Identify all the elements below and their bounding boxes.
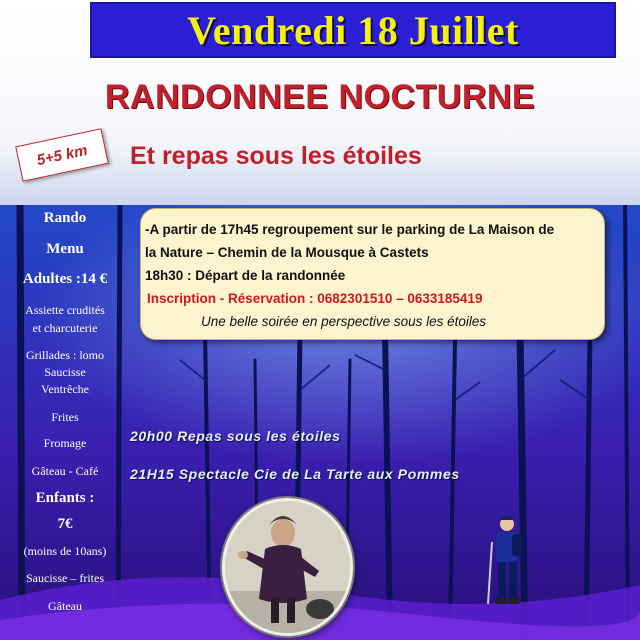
menu-line: Assiette crudités (25, 303, 105, 317)
event-date: Vendredi 18 Juillet (187, 7, 519, 53)
menu-line: Rando (43, 210, 87, 226)
menu-line: Ventrêche (41, 382, 89, 396)
info-box (140, 208, 605, 340)
menu-line: (moins de 10ans) (23, 544, 107, 558)
performer-illustration (225, 501, 350, 633)
menu-line: Frites (51, 410, 79, 424)
subtitle: Et repas sous les étoiles (130, 142, 422, 170)
menu-line: Adultes :14 € (22, 271, 108, 287)
tagline: Une belle soirée en perspective sous les étoiles (201, 314, 487, 329)
menu-line: Saucisse – frites (26, 571, 104, 585)
menu-line: Saucisse (44, 365, 86, 379)
menu-line: Gâteau (48, 599, 82, 613)
main-title: RANDONNEE NOCTURNE (104, 78, 536, 116)
menu-line: Gâteau - Café (31, 464, 99, 478)
performer-photo (222, 498, 353, 636)
reservation-phones: Inscription - Réservation : 0682301510 – 0633185419 (147, 291, 483, 306)
menu-line: Menu (46, 241, 84, 257)
hiker-icon (482, 512, 532, 612)
meeting-info: -A partir de 17h45 regroupement sur le parking de La Maison de (145, 222, 555, 237)
menu-line: Enfants : (35, 490, 95, 506)
menu-line: 7€ (57, 516, 73, 532)
event-dinner: 20h00 Repas sous les étoiles (130, 428, 341, 444)
distance-text: 5+5 km (35, 141, 89, 169)
menu-panel (6, 207, 124, 632)
date-banner (90, 2, 616, 58)
menu-line: Grillades : lomo (26, 348, 104, 362)
meeting-location: la Nature – Chemin de la Mousque à Castets (145, 245, 429, 260)
event-show: 21H15 Spectacle Cie de La Tarte aux Pommes (130, 466, 460, 482)
menu-line: Fromage (43, 436, 87, 450)
departure-time: 18h30 : Départ de la randonnée (145, 268, 346, 283)
menu-line: et charcuterie (32, 321, 98, 335)
